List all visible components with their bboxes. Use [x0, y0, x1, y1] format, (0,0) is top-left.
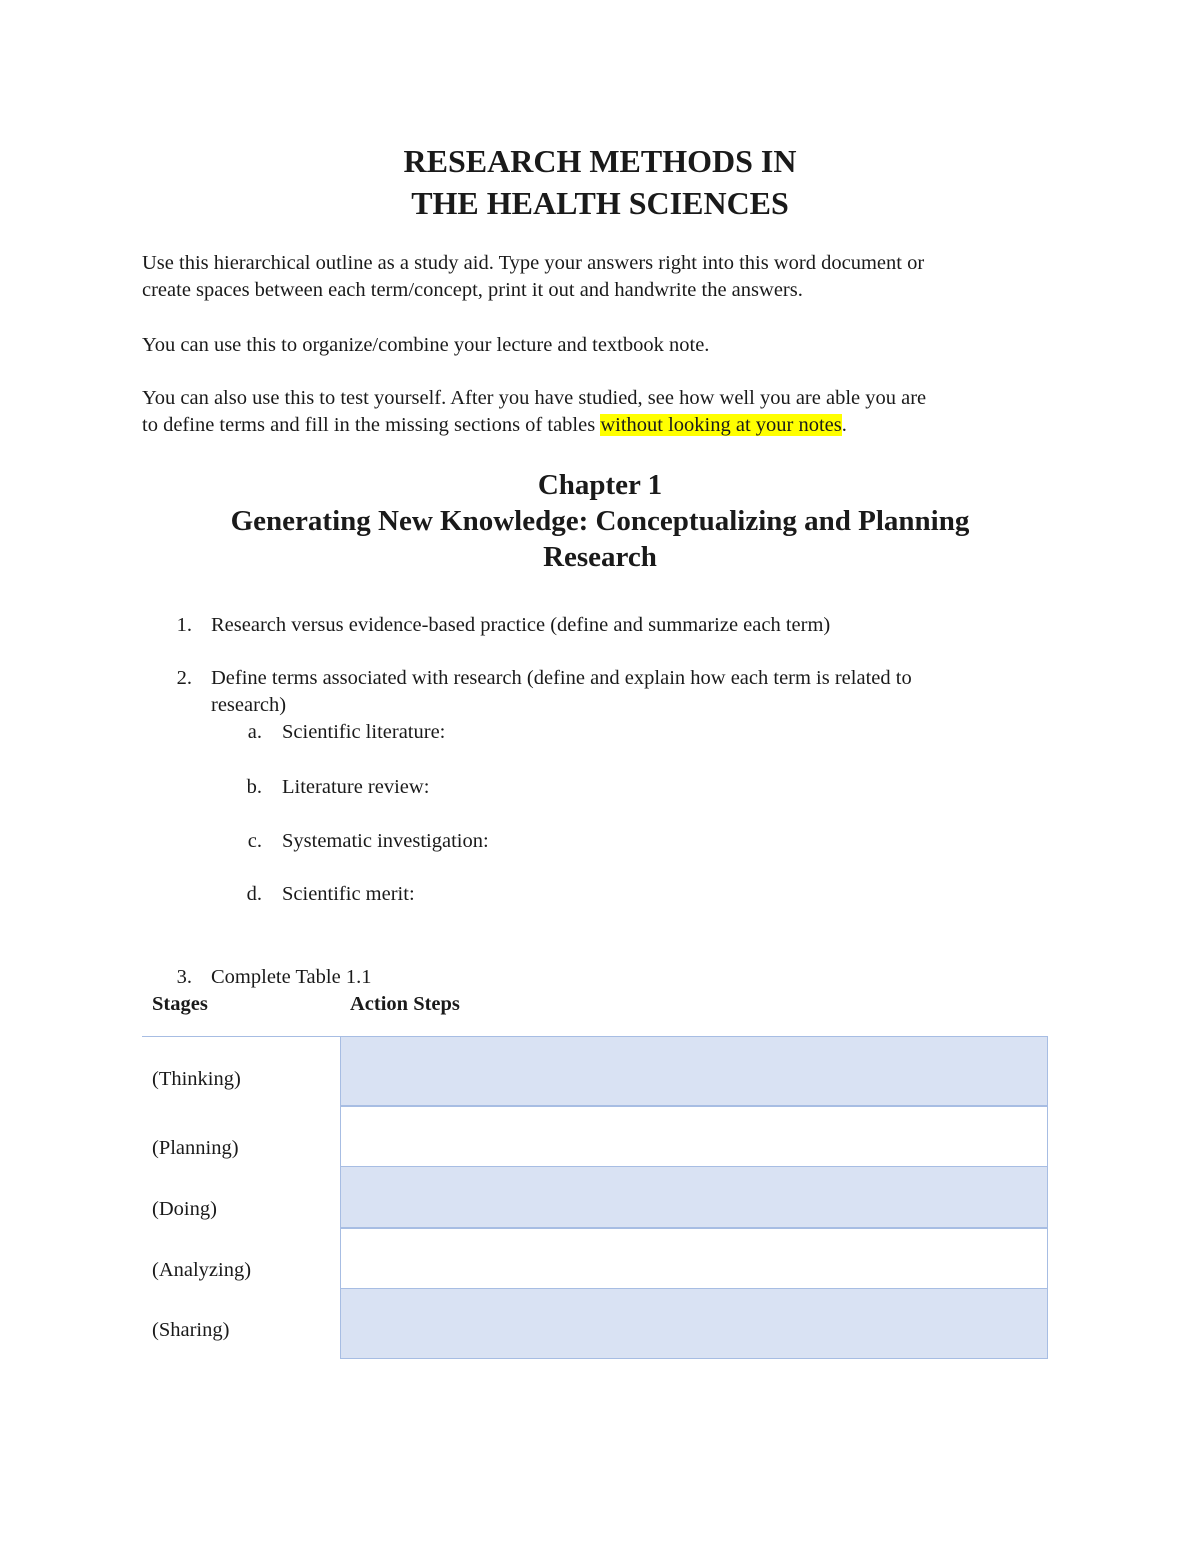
intro-paragraph-1 — [142, 250, 1062, 304]
intro-p3-line2 — [142, 412, 1062, 439]
sub-item-c-text: Systematic investigation: — [282, 830, 489, 852]
sub-item-d-text: Scientific merit: — [282, 883, 415, 905]
table-header-stages: Stages — [152, 993, 208, 1015]
outline-item-2-number: 2. — [176, 667, 192, 689]
action-cell-thinking[interactable] — [340, 1036, 1048, 1107]
stage-label-analyzing: (Analyzing) — [152, 1259, 252, 1281]
document-title-line1: RESEARCH METHODS IN — [403, 143, 797, 179]
outline-item-2-line2: research) — [211, 694, 287, 716]
action-cell-analyzing[interactable] — [340, 1227, 1048, 1290]
intro-p3-line2-text: to define terms and fill in the missing sections of tables — [142, 414, 601, 436]
table-header-divider — [142, 1036, 340, 1037]
sub-item-c-letter: c. — [247, 830, 262, 852]
intro-paragraph-2: You can use this to organize/combine your lecture and textbook note. — [142, 334, 710, 356]
table-header-action-steps: Action Steps — [350, 993, 460, 1015]
sub-item-b-letter: b. — [246, 776, 262, 798]
action-cell-planning[interactable] — [340, 1105, 1048, 1168]
outline-item-3-number: 3. — [176, 966, 192, 988]
stage-label-thinking: (Thinking) — [152, 1068, 241, 1090]
outline-item-1-text: Research versus evidence-based practice (define and summarize each term) — [211, 614, 831, 636]
intro-p1-line1: Use this hierarchical outline as a study aid. Type your answers right into this word document or — [142, 252, 925, 274]
chapter-title-line2: Research — [543, 541, 657, 573]
chapter-title-line1: Generating New Knowledge: Conceptualizing and Planning — [230, 505, 970, 537]
outline-item-3-text: Complete Table 1.1 — [211, 966, 372, 988]
stage-label-doing: (Doing) — [152, 1198, 217, 1220]
intro-p3-line2-end: . — [841, 414, 847, 436]
outline-item-1-number: 1. — [176, 614, 192, 636]
sub-item-a-letter: a. — [247, 721, 262, 743]
sub-item-d-letter: d. — [246, 883, 262, 905]
intro-p3-line1: You can also use this to test yourself. After you have studied, see how well you are able you are — [142, 387, 927, 409]
sub-item-b-text: Literature review: — [282, 776, 430, 798]
intro-paragraph-3 — [142, 385, 1062, 439]
action-cell-sharing[interactable] — [340, 1288, 1048, 1359]
stage-label-sharing: (Sharing) — [152, 1319, 230, 1341]
action-cell-doing[interactable] — [340, 1166, 1048, 1229]
chapter-number: Chapter 1 — [537, 469, 663, 501]
sub-item-a-text: Scientific literature: — [282, 721, 446, 743]
document-title-line2: THE HEALTH SCIENCES — [411, 185, 789, 221]
intro-p1-line2: create spaces between each term/concept, print it out and handwrite the answers. — [142, 279, 803, 301]
stage-label-planning: (Planning) — [152, 1137, 239, 1159]
highlighted-text: without looking at your notes — [600, 414, 842, 436]
outline-item-2-line1: Define terms associated with research (define and explain how each term is related to — [211, 667, 912, 689]
